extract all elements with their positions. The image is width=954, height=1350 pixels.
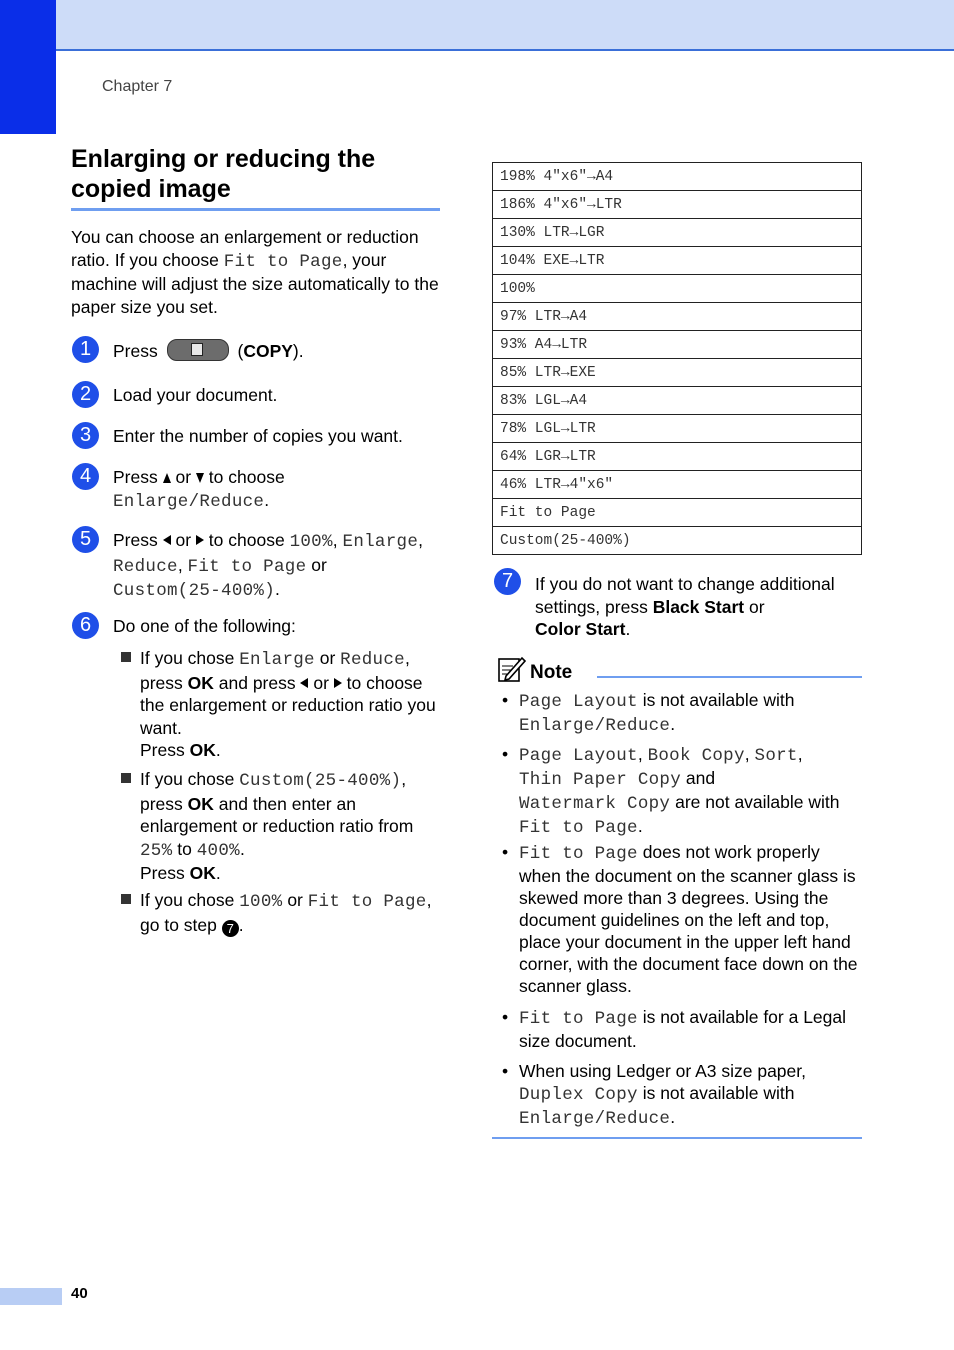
ratio-row xyxy=(493,443,862,471)
note-text xyxy=(519,743,862,839)
ratio-row xyxy=(493,415,862,443)
right-arrow-icon xyxy=(196,535,204,545)
bullet: • xyxy=(502,1061,509,1081)
copy-button-icon xyxy=(167,339,229,361)
note-item xyxy=(502,841,862,997)
ratio-cell: 46% LTR→4"x6" xyxy=(493,471,862,499)
note-item xyxy=(502,1006,862,1052)
code: Enlarge/Reduce xyxy=(519,1109,671,1129)
black-start-key: Black Start xyxy=(652,596,745,617)
code: Enlarge xyxy=(239,650,315,670)
bullet: • xyxy=(502,744,509,764)
ok-key: OK xyxy=(187,672,214,693)
t: . xyxy=(670,714,676,734)
color-start-key: Color Start xyxy=(535,619,626,639)
t: does not work properly when the document on the scanner glass is skewed more than 3 degrees. Using the document guidelines on the left and top, place your document in the upper left hand corner, with the document face down on the scanner glass. xyxy=(519,842,858,996)
option-text xyxy=(140,647,441,762)
step-text: Enter the number of copies you want. xyxy=(113,426,403,446)
chapter-label: Chapter 7 xyxy=(102,78,173,95)
code: Page Layout xyxy=(519,746,638,766)
intro-text: You can choose an enlargement or reduction ratio. If you choose xyxy=(71,227,419,270)
step-2 xyxy=(72,381,278,408)
note-pencil-icon xyxy=(496,654,526,684)
t: or xyxy=(314,648,341,668)
ratio-cell: Fit to Page xyxy=(493,499,862,527)
to-choose-text: to choose xyxy=(208,467,285,487)
step-text xyxy=(113,466,443,513)
t: . xyxy=(670,1107,676,1127)
bullet: • xyxy=(502,1007,509,1027)
down-arrow-icon xyxy=(196,473,204,483)
chapter-tab xyxy=(0,0,56,134)
or-text: or xyxy=(175,467,192,487)
t: or xyxy=(308,672,334,693)
ok-key: OK xyxy=(189,740,216,760)
code: Fit to Page xyxy=(307,892,427,912)
t: and then enter an enlargement or reduction ratio from xyxy=(140,793,414,836)
note-item xyxy=(502,1060,862,1130)
note-text xyxy=(519,1006,862,1052)
code: Page Layout xyxy=(519,692,638,712)
t: or xyxy=(744,596,765,617)
code: 25% xyxy=(140,840,173,861)
note-label: Note xyxy=(530,662,573,683)
t: . xyxy=(238,914,244,935)
option-code: 100% xyxy=(289,532,333,552)
t: to xyxy=(172,838,197,859)
t: , press xyxy=(140,769,407,814)
copy-label: COPY xyxy=(243,341,293,361)
period: . xyxy=(275,579,280,599)
square-bullet-icon xyxy=(121,894,131,904)
step-number: 5 xyxy=(72,526,99,553)
t: , xyxy=(744,744,755,764)
up-arrow-icon xyxy=(163,473,171,483)
ratio-row xyxy=(493,499,862,527)
step-3 xyxy=(72,422,403,449)
step-6 xyxy=(72,612,296,639)
right-arrow-icon xyxy=(334,678,342,688)
t: . xyxy=(625,619,631,639)
square-bullet-icon xyxy=(121,773,131,783)
step-text: Press (COPY). xyxy=(113,341,304,361)
code: Sort xyxy=(754,746,798,766)
option-code: Reduce xyxy=(113,556,178,577)
intro-text-end: , your machine will adjust the size automatically to the paper size you set. xyxy=(71,249,439,317)
ratio-cell: 186% 4"x6"→LTR xyxy=(493,191,862,219)
ratio-row xyxy=(493,275,862,303)
ratio-row xyxy=(493,471,862,499)
period: . xyxy=(264,489,270,510)
note-text xyxy=(519,841,862,997)
t: or xyxy=(282,890,308,910)
page-number: 40 xyxy=(71,1285,88,1302)
code: Duplex Copy xyxy=(519,1085,638,1105)
ok-key: OK xyxy=(189,863,216,883)
or-text: or xyxy=(175,530,192,550)
code: 400% xyxy=(196,840,240,861)
t: , go to step xyxy=(140,890,432,935)
t: , xyxy=(637,744,648,764)
or-text: or xyxy=(311,554,327,575)
t: is not available with xyxy=(637,1083,795,1103)
code: Custom(25-400%) xyxy=(239,771,402,791)
ratio-cell: 93% A4→LTR xyxy=(493,331,862,359)
ratio-cell: 198% 4"x6"→A4 xyxy=(493,163,862,191)
t: is not available for a Legal size document. xyxy=(519,1007,847,1051)
t: If you chose xyxy=(140,890,240,910)
ratio-cell: 78% LGL→LTR xyxy=(493,415,862,443)
option-enlarge-reduce xyxy=(121,647,441,762)
footer-band xyxy=(0,1288,62,1305)
ratio-cell: Custom(25-400%) xyxy=(493,527,862,555)
ratio-row xyxy=(493,387,862,415)
bullet: • xyxy=(502,690,509,710)
code: Thin Paper Copy xyxy=(519,770,682,790)
ratio-row xyxy=(493,163,862,191)
step-1 xyxy=(72,336,304,363)
ratio-cell: 64% LGR→LTR xyxy=(493,443,862,471)
code: Fit to Page xyxy=(519,818,638,838)
code: 100% xyxy=(239,892,283,912)
t: . xyxy=(239,838,245,859)
section-title: Enlarging or reducing the copied image xyxy=(71,145,376,203)
t: and xyxy=(681,768,716,788)
step-7 xyxy=(494,568,835,639)
step-text: Load your document. xyxy=(113,385,278,405)
ratio-row xyxy=(493,527,862,555)
option-code: Fit to Page xyxy=(187,556,307,577)
option-100-fit xyxy=(121,889,441,937)
t: are not available with xyxy=(670,792,840,812)
step-number: 4 xyxy=(72,463,99,490)
to-choose-text: to choose xyxy=(208,530,285,550)
step-5 xyxy=(72,526,424,601)
ratio-cell: 83% LGL→A4 xyxy=(493,387,862,415)
t: . xyxy=(215,863,221,883)
step-number: 2 xyxy=(72,381,99,408)
t: If you chose xyxy=(140,769,240,789)
ratio-row xyxy=(493,219,862,247)
ratio-cell: 130% LTR→LGR xyxy=(493,219,862,247)
t: and press xyxy=(213,672,301,693)
option-code: Custom(25-400%) xyxy=(113,581,276,601)
step-text-pre: Press xyxy=(113,467,158,487)
ratio-row xyxy=(493,191,862,219)
code: Fit to Page xyxy=(519,1009,638,1029)
bullet: • xyxy=(502,842,509,862)
t: . xyxy=(637,816,643,836)
code: Fit to Page xyxy=(519,844,638,864)
step-number: 3 xyxy=(72,422,99,449)
step-number: 6 xyxy=(72,612,99,639)
note-header xyxy=(496,654,862,684)
menu-code: Enlarge/Reduce xyxy=(113,491,265,512)
step-4 xyxy=(72,463,285,512)
t: is not available with xyxy=(637,690,795,710)
note-text xyxy=(519,1060,862,1130)
intro-code: Fit to Page xyxy=(223,251,343,272)
note-end-rule xyxy=(492,1137,862,1139)
t: Press xyxy=(140,740,190,760)
step-text xyxy=(535,573,860,641)
step-text-post: ). xyxy=(292,341,304,361)
t: When using Ledger or A3 size paper, xyxy=(519,1061,806,1081)
t: If you do not want to change additional settings, press xyxy=(535,574,835,617)
t: If you chose xyxy=(140,648,240,668)
t: Press xyxy=(140,863,190,883)
t: . xyxy=(215,740,221,760)
code: Book Copy xyxy=(647,746,745,766)
header-band xyxy=(0,0,954,51)
step-ref-icon: 7 xyxy=(222,920,239,937)
intro-paragraph xyxy=(71,226,443,318)
step-text: Do one of the following: xyxy=(113,616,296,636)
square-bullet-icon xyxy=(121,652,131,662)
step-number: 7 xyxy=(494,568,521,595)
option-text xyxy=(140,889,441,937)
option-custom xyxy=(121,768,441,885)
title-underline xyxy=(71,208,440,211)
t: , press xyxy=(140,648,410,693)
note-rule xyxy=(597,676,862,678)
t: , xyxy=(797,744,803,764)
ratio-row xyxy=(493,331,862,359)
note-text xyxy=(519,689,862,737)
step-number: 1 xyxy=(72,336,99,363)
code: Reduce xyxy=(340,650,405,670)
ratio-table xyxy=(492,162,862,555)
ratio-row xyxy=(493,359,862,387)
note-item xyxy=(502,689,862,737)
option-code: Enlarge xyxy=(342,532,419,552)
left-arrow-icon xyxy=(163,535,171,545)
ok-key: OK xyxy=(187,793,214,814)
code: Enlarge/Reduce xyxy=(519,716,671,736)
ratio-row xyxy=(493,247,862,275)
ratio-cell: 97% LTR→A4 xyxy=(493,303,862,331)
step-text-pre: Press xyxy=(113,530,158,550)
note-item xyxy=(502,743,862,839)
ratio-cell: 85% LTR→EXE xyxy=(493,359,862,387)
step-text-pre: Press xyxy=(113,341,158,361)
ratio-row xyxy=(493,303,862,331)
t: to choose the enlargement or reduction ratio you want. xyxy=(140,672,436,738)
option-text xyxy=(140,768,441,885)
code: Watermark Copy xyxy=(519,794,671,814)
step-text: Press or to choose 100%, Enlarge, Reduce, Fit to Page or Custom(25-400%). xyxy=(113,530,424,601)
ratio-cell: 100% xyxy=(493,275,862,303)
ratio-cell: 104% EXE→LTR xyxy=(493,247,862,275)
